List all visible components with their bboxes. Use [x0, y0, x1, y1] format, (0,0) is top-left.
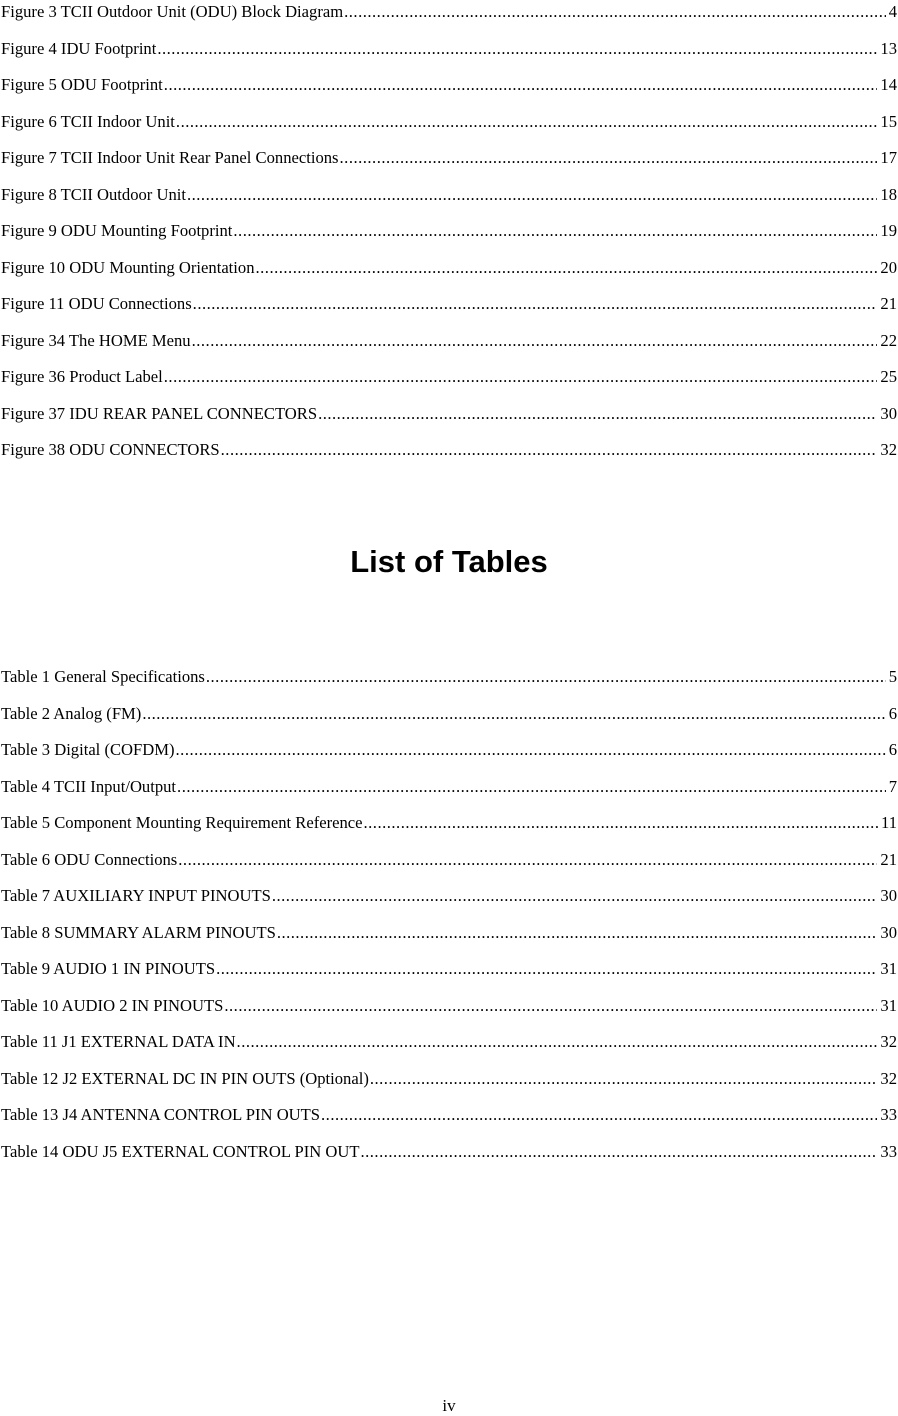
- toc-dot-leader: [164, 73, 878, 97]
- toc-entry-page: 31: [880, 995, 897, 1015]
- toc-entry-table-1[interactable]: [1, 665, 897, 702]
- toc-entry-title: Figure 6 TCII Indoor Unit: [1, 111, 175, 131]
- toc-entry-page: 32: [880, 1068, 897, 1088]
- toc-entry-title: Figure 10 ODU Mounting Orientation: [1, 257, 255, 277]
- toc-entry-page: 6: [888, 740, 897, 759]
- toc-entry-title: Figure 34 The HOME Menu: [1, 330, 191, 350]
- toc-entry-page: 22: [880, 330, 897, 350]
- toc-entry-figure-4[interactable]: [1, 37, 897, 74]
- toc-entry-title: Figure 38 ODU CONNECTORS: [1, 440, 220, 459]
- toc-entry-page: 13: [880, 38, 897, 58]
- toc-dot-leader: [224, 994, 877, 1018]
- toc-entry-title: Table 2 Analog (FM): [1, 703, 142, 723]
- toc-entry-page: 4: [888, 2, 897, 21]
- toc-dot-leader: [233, 219, 877, 243]
- toc-entry-table-9[interactable]: [1, 957, 897, 994]
- toc-entry-page: 11: [881, 813, 897, 832]
- list-of-tables-heading: List of Tables: [350, 544, 548, 579]
- toc-dot-leader: [370, 1067, 878, 1091]
- toc-entry-page: 30: [880, 403, 897, 423]
- toc-entry-table-2[interactable]: [1, 702, 897, 739]
- list-of-tables: [1, 665, 897, 1176]
- toc-entry-title: Figure 3 TCII Outdoor Unit (ODU) Block Diagram: [1, 2, 344, 21]
- toc-entry-table-5[interactable]: [1, 811, 897, 848]
- toc-entry-page: 30: [880, 886, 897, 905]
- toc-dot-leader: [178, 848, 877, 872]
- toc-dot-leader: [340, 146, 878, 170]
- toc-dot-leader: [192, 329, 878, 353]
- toc-dot-leader: [221, 438, 878, 462]
- toc-entry-title: Table 1 General Specifications: [1, 667, 205, 686]
- toc-entry-figure-9[interactable]: [1, 219, 897, 256]
- toc-entry-figure-11[interactable]: [1, 292, 897, 329]
- toc-entry-page: 17: [880, 148, 897, 167]
- toc-dot-leader: [157, 37, 877, 61]
- toc-entry-figure-6[interactable]: [1, 110, 897, 147]
- toc-entry-title: Table 9 AUDIO 1 IN PINOUTS: [1, 959, 216, 978]
- toc-entry-page: 32: [880, 1032, 897, 1051]
- toc-entry-page: 5: [888, 667, 897, 686]
- toc-dot-leader: [164, 365, 878, 389]
- toc-dot-leader: [321, 1103, 877, 1127]
- toc-entry-title: Figure 8 TCII Outdoor Unit: [1, 184, 186, 204]
- toc-dot-leader: [360, 1140, 877, 1164]
- toc-entry-table-8[interactable]: [1, 921, 897, 958]
- toc-entry-page: 30: [880, 922, 897, 942]
- toc-entry-page: 21: [880, 849, 897, 869]
- toc-dot-leader: [318, 402, 877, 426]
- toc-entry-title: Table 3 Digital (COFDM): [1, 740, 175, 759]
- toc-entry-page: 19: [880, 221, 897, 240]
- toc-entry-title: Table 14 ODU J5 EXTERNAL CONTROL PIN OUT: [1, 1141, 360, 1161]
- toc-entry-figure-8[interactable]: [1, 183, 897, 220]
- toc-entry-page: 21: [880, 294, 897, 313]
- page-number: iv: [442, 1396, 456, 1415]
- toc-dot-leader: [256, 256, 878, 280]
- toc-entry-title: Table 6 ODU Connections: [1, 849, 178, 869]
- toc-entry-table-12[interactable]: [1, 1067, 897, 1104]
- toc-entry-title: Table 13 J4 ANTENNA CONTROL PIN OUTS: [1, 1105, 321, 1124]
- toc-entry-title: Figure 37 IDU REAR PANEL CONNECTORS: [1, 403, 318, 423]
- toc-entry-figure-5[interactable]: [1, 73, 897, 110]
- toc-entry-title: Table 10 AUDIO 2 IN PINOUTS: [1, 995, 224, 1015]
- toc-entry-table-3[interactable]: [1, 738, 897, 775]
- toc-entry-page: 6: [888, 703, 897, 723]
- toc-entry-figure-36[interactable]: [1, 365, 897, 402]
- toc-entry-figure-10[interactable]: [1, 256, 897, 293]
- toc-entry-page: 15: [880, 111, 897, 131]
- toc-entry-title: Figure 11 ODU Connections: [1, 294, 192, 313]
- toc-dot-leader: [344, 0, 886, 24]
- toc-entry-figure-37[interactable]: [1, 402, 897, 439]
- toc-entry-table-6[interactable]: [1, 848, 897, 885]
- toc-dot-leader: [142, 702, 885, 726]
- toc-entry-title: Table 4 TCII Input/Output: [1, 776, 177, 796]
- toc-dot-leader: [237, 1030, 878, 1054]
- toc-entry-title: Table 5 Component Mounting Requirement Reference: [1, 813, 363, 832]
- toc-entry-title: Figure 7 TCII Indoor Unit Rear Panel Connections: [1, 148, 339, 167]
- toc-entry-page: 20: [880, 257, 897, 277]
- toc-entry-figure-38[interactable]: [1, 438, 897, 475]
- toc-entry-table-14[interactable]: [1, 1140, 897, 1177]
- toc-entry-page: 33: [880, 1105, 897, 1124]
- toc-dot-leader: [277, 921, 878, 945]
- toc-dot-leader: [187, 183, 877, 207]
- toc-entry-page: 25: [880, 367, 897, 386]
- toc-entry-page: 7: [888, 776, 897, 796]
- toc-dot-leader: [216, 957, 877, 981]
- toc-entry-page: 31: [880, 959, 897, 978]
- toc-entry-table-13[interactable]: [1, 1103, 897, 1140]
- toc-dot-leader: [364, 811, 879, 835]
- toc-entry-page: 33: [880, 1141, 897, 1161]
- toc-entry-title: Table 12 J2 EXTERNAL DC IN PIN OUTS (Optional): [1, 1068, 369, 1088]
- toc-entry-page: 32: [880, 440, 897, 459]
- toc-entry-page: 18: [880, 184, 897, 204]
- toc-dot-leader: [272, 884, 878, 908]
- toc-entry-page: 14: [880, 75, 897, 94]
- toc-entry-table-11[interactable]: [1, 1030, 897, 1067]
- toc-entry-title: Figure 5 ODU Footprint: [1, 75, 163, 94]
- toc-entry-table-4[interactable]: [1, 775, 897, 812]
- toc-dot-leader: [193, 292, 878, 316]
- list-of-figures: [1, 0, 897, 475]
- toc-dot-leader: [176, 738, 886, 762]
- toc-entry-title: Figure 36 Product Label: [1, 367, 163, 386]
- toc-entry-table-10[interactable]: [1, 994, 897, 1031]
- toc-entry-title: Figure 4 IDU Footprint: [1, 38, 157, 58]
- toc-entry-title: Table 8 SUMMARY ALARM PINOUTS: [1, 922, 276, 942]
- toc-dot-leader: [176, 110, 877, 134]
- toc-entry-figure-7[interactable]: [1, 146, 897, 183]
- toc-dot-leader: [206, 665, 886, 689]
- toc-entry-table-7[interactable]: [1, 884, 897, 921]
- toc-entry-figure-34[interactable]: [1, 329, 897, 366]
- toc-entry-figure-3[interactable]: [1, 0, 897, 37]
- toc-dot-leader: [177, 775, 886, 799]
- toc-entry-title: Table 7 AUXILIARY INPUT PINOUTS: [1, 886, 271, 905]
- toc-entry-title: Table 11 J1 EXTERNAL DATA IN: [1, 1032, 236, 1051]
- toc-entry-title: Figure 9 ODU Mounting Footprint: [1, 221, 233, 240]
